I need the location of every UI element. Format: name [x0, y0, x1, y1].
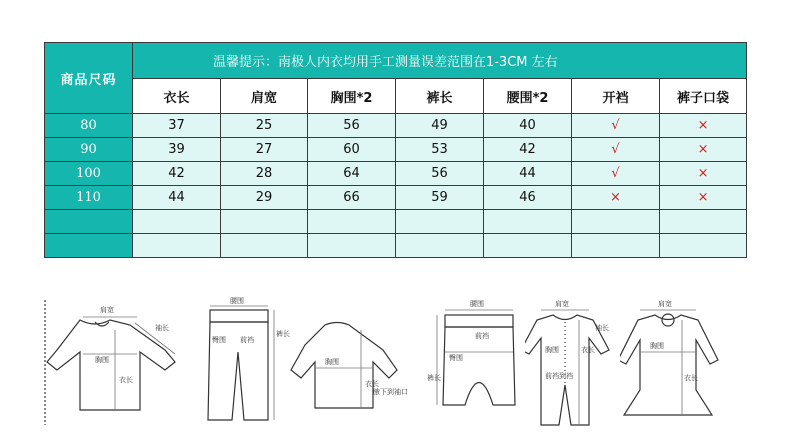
table-row — [45, 138, 747, 162]
measurement-cell: 27 — [221, 138, 308, 162]
measurement-cell — [484, 210, 572, 234]
dress-chest-label: 胸围 — [650, 342, 664, 350]
table-row — [45, 162, 747, 186]
open-crotch-mark — [572, 234, 660, 258]
measurement-cell: 44 — [484, 162, 572, 186]
measurement-cell: 60 — [308, 138, 396, 162]
column-header: 胸围*2 — [308, 79, 396, 114]
pocket-mark: × — [660, 186, 747, 210]
measurement-cell: 53 — [396, 138, 484, 162]
table-row — [45, 186, 747, 210]
size-cell: 90 — [45, 138, 133, 162]
raglan-diagram — [285, 290, 415, 430]
pocket-mark: × — [660, 162, 747, 186]
measurement-cell — [396, 234, 484, 258]
measurement-cell: 56 — [396, 162, 484, 186]
measurement-cell — [221, 234, 308, 258]
measurement-cell: 25 — [221, 114, 308, 138]
pants-length-label: 裤长 — [276, 330, 290, 338]
size-cell: 100 — [45, 162, 133, 186]
measurement-cell: 44 — [133, 186, 221, 210]
dress-shoulder-label: 肩宽 — [658, 300, 672, 308]
pants-rise-label: 前裆 — [240, 336, 254, 344]
table-row — [45, 114, 747, 138]
column-header: 裤子口袋 — [660, 79, 747, 114]
raglan-chest-label: 胸围 — [325, 358, 339, 366]
open-crotch-mark — [572, 210, 660, 234]
pocket-mark — [660, 210, 747, 234]
measurement-cell — [484, 234, 572, 258]
romper-shoulder-label: 肩宽 — [555, 300, 569, 308]
measurement-cell: 59 — [396, 186, 484, 210]
measurement-cell: 42 — [484, 138, 572, 162]
measurement-illustrations — [0, 290, 790, 430]
column-header: 腰围*2 — [484, 79, 572, 114]
shorts-rise-label: 前裆 — [475, 332, 489, 340]
column-header: 肩宽 — [221, 79, 308, 114]
measurement-cell — [396, 210, 484, 234]
measurement-cell: 56 — [308, 114, 396, 138]
open-crotch-mark: √ — [572, 162, 660, 186]
column-header: 衣长 — [133, 79, 221, 114]
size-cell — [45, 210, 133, 234]
dress-diagram — [620, 290, 730, 430]
measurement-cell — [133, 210, 221, 234]
romper-diagram — [525, 290, 615, 430]
measurement-cell: 66 — [308, 186, 396, 210]
shorts-diagram — [425, 290, 525, 430]
shirt-shoulder-label: 肩宽 — [100, 306, 114, 314]
pocket-mark — [660, 234, 747, 258]
open-crotch-mark: √ — [572, 114, 660, 138]
measurement-cell: 37 — [133, 114, 221, 138]
table-row — [45, 210, 747, 234]
measurement-cell — [308, 234, 396, 258]
size-cell: 80 — [45, 114, 133, 138]
shorts-hip-label: 臀围 — [449, 354, 463, 362]
pocket-mark: × — [660, 138, 747, 162]
shorts-length-label: 裤长 — [427, 374, 441, 382]
measurement-cell: 39 — [133, 138, 221, 162]
shirt-length-label: 衣长 — [119, 376, 133, 384]
shirt-diagram — [35, 290, 195, 430]
measurement-cell: 40 — [484, 114, 572, 138]
size-cell — [45, 234, 133, 258]
dress-length-label: 衣长 — [684, 374, 698, 382]
measurement-cell: 64 — [308, 162, 396, 186]
measurement-cell: 46 — [484, 186, 572, 210]
shirt-chest-label: 胸围 — [95, 356, 109, 364]
pants-waist-label: 腰围 — [230, 297, 244, 305]
pocket-mark: × — [660, 114, 747, 138]
size-chart-table — [44, 42, 747, 258]
raglan-sleeve-label: 腋下到袖口 — [373, 388, 408, 396]
pants-hip-label: 臀围 — [212, 336, 226, 344]
shorts-waist-label: 腰围 — [470, 300, 484, 308]
column-header-row — [45, 79, 747, 114]
measurement-cell: 29 — [221, 186, 308, 210]
pants-diagram — [200, 290, 290, 430]
measurement-notice: 温馨提示：南极人内衣均用手工测量误差范围在1-3CM 左右 — [133, 43, 747, 79]
column-header: 开裆 — [572, 79, 660, 114]
raglan-length-label: 衣长 — [365, 380, 379, 388]
measurement-cell — [221, 210, 308, 234]
romper-crotch-label: 前裆到裆 — [545, 372, 573, 380]
measurement-cell — [308, 210, 396, 234]
size-cell: 110 — [45, 186, 133, 210]
shirt-sleeve-label: 袖长 — [155, 324, 169, 332]
size-header: 商品尺码 — [45, 43, 133, 114]
table-row — [45, 234, 747, 258]
romper-chest-label: 胸围 — [545, 346, 559, 354]
measurement-cell: 28 — [221, 162, 308, 186]
open-crotch-mark: √ — [572, 138, 660, 162]
romper-length-label: 衣长 — [581, 346, 595, 354]
measurement-cell: 42 — [133, 162, 221, 186]
column-header: 裤长 — [396, 79, 484, 114]
measurement-cell — [133, 234, 221, 258]
romper-sleeve-label: 袖长 — [595, 324, 609, 332]
measurement-cell: 49 — [396, 114, 484, 138]
open-crotch-mark: × — [572, 186, 660, 210]
